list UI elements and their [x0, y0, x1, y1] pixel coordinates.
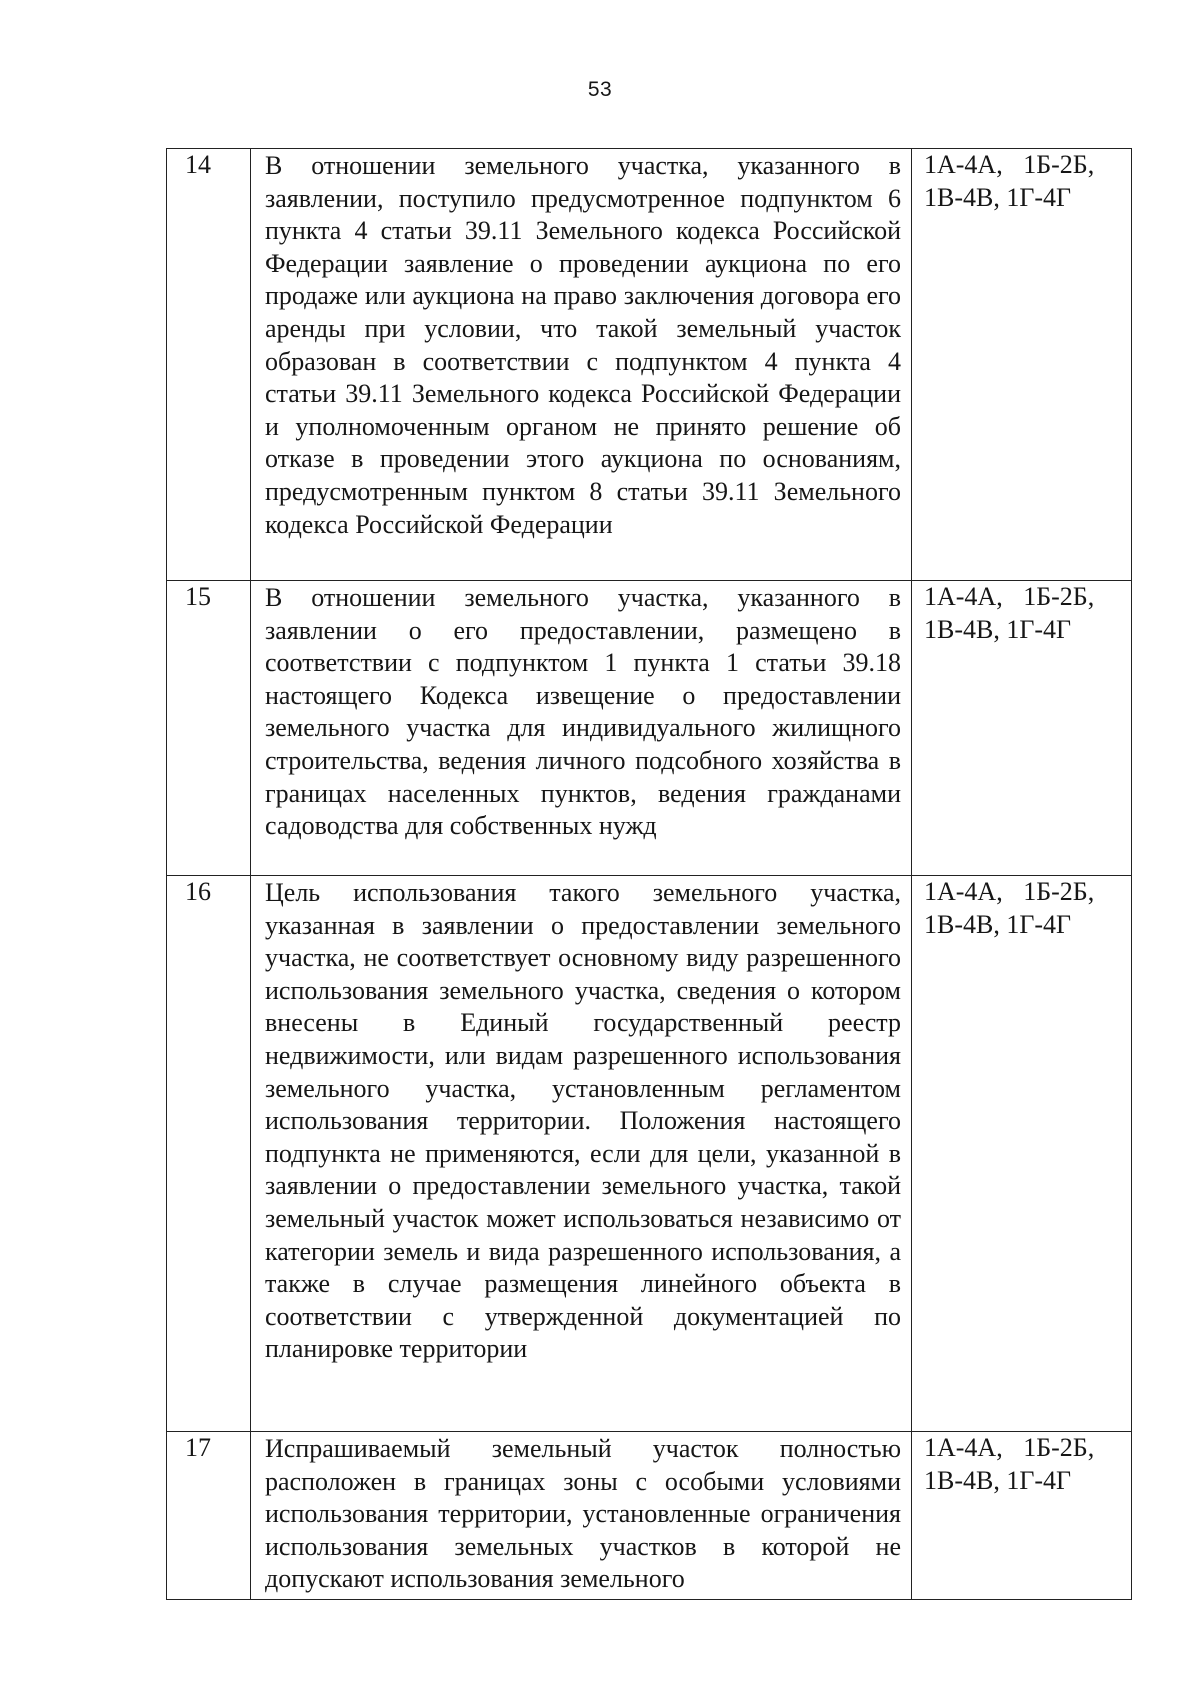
codes-line: 1А-4А, 1Б-2Б, — [924, 1433, 1095, 1462]
codes-line: 1В-4В, 1Г-4Г — [924, 1465, 1072, 1495]
codes-line: 1А-4А, 1Б-2Б, — [924, 150, 1095, 179]
codes-line: 1А-4А, 1Б-2Б, — [924, 582, 1095, 611]
row-text: Цель использования такого земельного участка, указанная в заявлении о предоставлении земельного участка, не соответствует основному виду разрешенного использования земельного участка, сведения о котором внесены в Единый государственный реестр недвижимости, или видам разрешенного использования земельного участка, установленным регламентом использования территории. Положения настоящего подпункта не применяются, если для цели, указанной в заявлении о предоставлении земельного участка, такой земельный участок может использоваться независимо от категории земель и вида разрешенного использования, а также в случае размещения линейного объекта в соответствии с утвержденной документацией по планировке территории — [251, 876, 912, 1432]
row-number: 14 — [167, 149, 251, 581]
table-row — [167, 149, 1132, 581]
page-number: 53 — [587, 78, 613, 101]
row-text: В отношении земельного участка, указанного в заявлении, поступило предусмотренное подпунктом 6 пункта 4 статьи 39.11 Земельного кодекса Российской Федерации заявление о проведении аукциона по его продаже или аукциона на право заключения договора его аренды при условии, что такой земельный участок образован в соответствии с подпунктом 4 пункта 4 статьи 39.11 Земельного кодекса Российской Федерации и уполномоченным органом не принято решение об отказе в проведении этого аукциона по основаниям, предусмотренным пунктом 8 статьи 39.11 Земельного кодекса Российской Федерации — [251, 149, 912, 581]
row-text: Испрашиваемый земельный участок полностью расположен в границах зоны с особыми условиями использования территории, установленные ограничения использования земельных участков в которой не допускают использования земельного — [251, 1432, 912, 1600]
row-number: 17 — [167, 1432, 251, 1600]
row-text: В отношении земельного участка, указанного в заявлении о его предоставлении, размещено в соответствии с подпунктом 1 пункта 1 статьи 39.18 настоящего Кодекса извещение о предоставлении земельного участка для индивидуального жилищного строительства, ведения личного подсобного хозяйства в границах населенных пунктов, ведения гражданами садоводства для собственных нужд — [251, 581, 912, 876]
row-codes — [912, 581, 1132, 876]
row-codes — [912, 149, 1132, 581]
codes-line: 1В-4В, 1Г-4Г — [924, 614, 1072, 644]
codes-line: 1В-4В, 1Г-4Г — [924, 909, 1072, 939]
codes-line: 1А-4А, 1Б-2Б, — [924, 877, 1095, 906]
table-row — [167, 876, 1132, 1432]
table-row — [167, 581, 1132, 876]
row-codes — [912, 876, 1132, 1432]
row-number: 16 — [167, 876, 251, 1432]
grounds-table — [166, 148, 1132, 1600]
codes-line: 1В-4В, 1Г-4Г — [924, 182, 1072, 212]
row-number: 15 — [167, 581, 251, 876]
row-codes — [912, 1432, 1132, 1600]
table-row — [167, 1432, 1132, 1600]
